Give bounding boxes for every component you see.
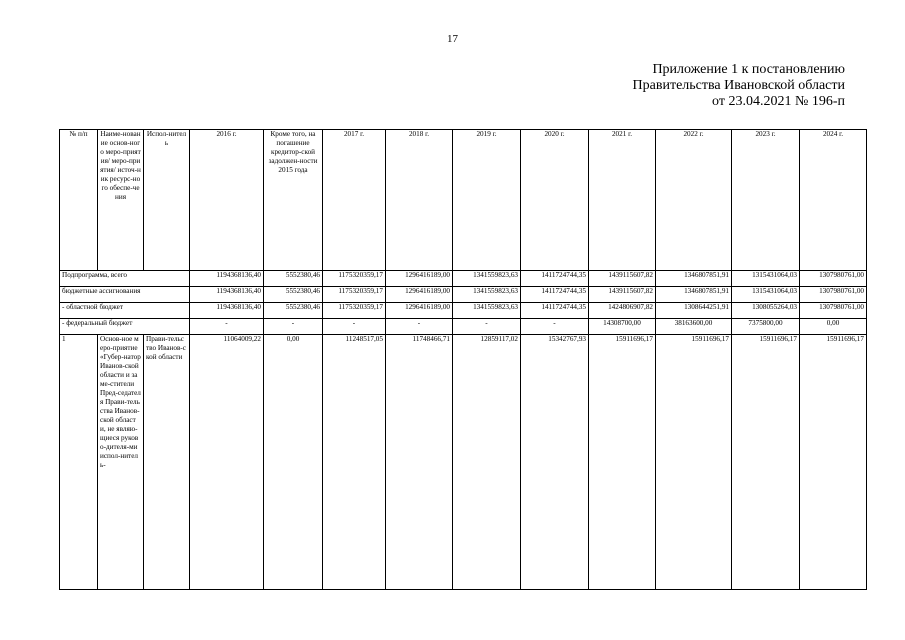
cell-extra: 5552380,46 bbox=[264, 303, 323, 319]
cell-executor: Прави-тельство Иванов-ской области bbox=[144, 335, 190, 590]
header-name: Наиме-нование основ-ного меро-приятия/ меро-приятия/ источ-ник ресурс-ного обеспе-чения bbox=[98, 130, 144, 271]
cell-extra: - bbox=[264, 319, 323, 335]
cell-2016: 11064009,22 bbox=[190, 335, 264, 590]
header-executor: Испол-нитель bbox=[144, 130, 190, 271]
cell-2023: 15911696,17 bbox=[732, 335, 800, 590]
cell-2023: 1308055264,03 bbox=[732, 303, 800, 319]
appendix-line-3: от 23.04.2021 № 196-п bbox=[712, 94, 845, 109]
cell-2016: 1194368136,40 bbox=[190, 287, 264, 303]
cell-2020: 1411724744,35 bbox=[521, 271, 589, 287]
cell-2017: 1175320359,17 bbox=[323, 287, 386, 303]
table-row bbox=[60, 287, 867, 303]
header-2017: 2017 г. bbox=[323, 130, 386, 271]
header-2021: 2021 г. bbox=[589, 130, 656, 271]
row-label: - федеральный бюджет bbox=[60, 319, 190, 335]
row-label: бюджетные ассигнования bbox=[60, 287, 190, 303]
cell-2022: 15911696,17 bbox=[656, 335, 732, 590]
cell-2021: 14308700,00 bbox=[589, 319, 656, 335]
header-2016: 2016 г. bbox=[190, 130, 264, 271]
cell-2021: 15911696,17 bbox=[589, 335, 656, 590]
cell-2019: - bbox=[453, 319, 521, 335]
cell-2022: 1346807851,91 bbox=[656, 287, 732, 303]
cell-2024: 1307980761,00 bbox=[800, 271, 867, 287]
header-2020: 2020 г. bbox=[521, 130, 589, 271]
cell-2022: 1308644251,91 bbox=[656, 303, 732, 319]
appendix-line-2: Правительства Ивановской области bbox=[632, 78, 845, 93]
cell-2021: 1424806907,82 bbox=[589, 303, 656, 319]
cell-2016: - bbox=[190, 319, 264, 335]
cell-2018: - bbox=[386, 319, 453, 335]
table-header-row bbox=[60, 130, 867, 271]
cell-2024: 0,00 bbox=[800, 319, 867, 335]
cell-2018: 11748466,71 bbox=[386, 335, 453, 590]
cell-2019: 1341559823,63 bbox=[453, 303, 521, 319]
header-2023: 2023 г. bbox=[732, 130, 800, 271]
table-row bbox=[60, 335, 867, 590]
appendix-header bbox=[633, 62, 845, 110]
row-label: Подпрограмма, всего bbox=[60, 271, 190, 287]
cell-2017: - bbox=[323, 319, 386, 335]
table-row bbox=[60, 319, 867, 335]
cell-2018: 1296416189,00 bbox=[386, 287, 453, 303]
cell-2023: 7375800,00 bbox=[732, 319, 800, 335]
cell-no: 1 bbox=[60, 335, 98, 590]
header-2018: 2018 г. bbox=[386, 130, 453, 271]
cell-2020: 1411724744,35 bbox=[521, 303, 589, 319]
cell-2016: 1194368136,40 bbox=[190, 271, 264, 287]
budget-table bbox=[59, 129, 867, 590]
appendix-line-1: Приложение 1 к постановлению bbox=[652, 62, 845, 77]
cell-extra: 5552380,46 bbox=[264, 271, 323, 287]
cell-2021: 1439115607,82 bbox=[589, 287, 656, 303]
page-number: 17 bbox=[447, 33, 458, 45]
header-2019: 2019 г. bbox=[453, 130, 521, 271]
header-no: № п/п bbox=[60, 130, 98, 271]
cell-2021: 1439115607,82 bbox=[589, 271, 656, 287]
table-row bbox=[60, 303, 867, 319]
cell-2019: 1341559823,63 bbox=[453, 271, 521, 287]
header-2022: 2022 г. bbox=[656, 130, 732, 271]
cell-2020: 15342767,93 bbox=[521, 335, 589, 590]
cell-2019: 12859117,02 bbox=[453, 335, 521, 590]
cell-2023: 1315431064,03 bbox=[732, 271, 800, 287]
cell-2022: 38163600,00 bbox=[656, 319, 732, 335]
cell-2024: 1307980761,00 bbox=[800, 287, 867, 303]
cell-extra: 5552380,46 bbox=[264, 287, 323, 303]
cell-2017: 1175320359,17 bbox=[323, 271, 386, 287]
cell-2018: 1296416189,00 bbox=[386, 303, 453, 319]
cell-name: Основ-ное меро-приятие «Губер-натор Иванов-ской области и заме-стители Пред-седателя Прави-тельства Иванов-ской области, не являю-щиеся руково-дителя-ми испол-нитель- bbox=[98, 335, 144, 590]
table-row bbox=[60, 271, 867, 287]
header-2024: 2024 г. bbox=[800, 130, 867, 271]
cell-2017: 1175320359,17 bbox=[323, 303, 386, 319]
cell-2020: - bbox=[521, 319, 589, 335]
cell-2019: 1341559823,63 bbox=[453, 287, 521, 303]
cell-extra: 0,00 bbox=[264, 335, 323, 590]
row-label: - областной бюджет bbox=[60, 303, 190, 319]
cell-2018: 1296416189,00 bbox=[386, 271, 453, 287]
header-extra: Кроме того, на погашение кредитор-ской задолжен-ности 2015 года bbox=[264, 130, 323, 271]
cell-2023: 1315431064,03 bbox=[732, 287, 800, 303]
cell-2020: 1411724744,35 bbox=[521, 287, 589, 303]
cell-2022: 1346807851,91 bbox=[656, 271, 732, 287]
cell-2016: 1194368136,40 bbox=[190, 303, 264, 319]
cell-2024: 15911696,17 bbox=[800, 335, 867, 590]
cell-2017: 11248517,05 bbox=[323, 335, 386, 590]
cell-2024: 1307980761,00 bbox=[800, 303, 867, 319]
